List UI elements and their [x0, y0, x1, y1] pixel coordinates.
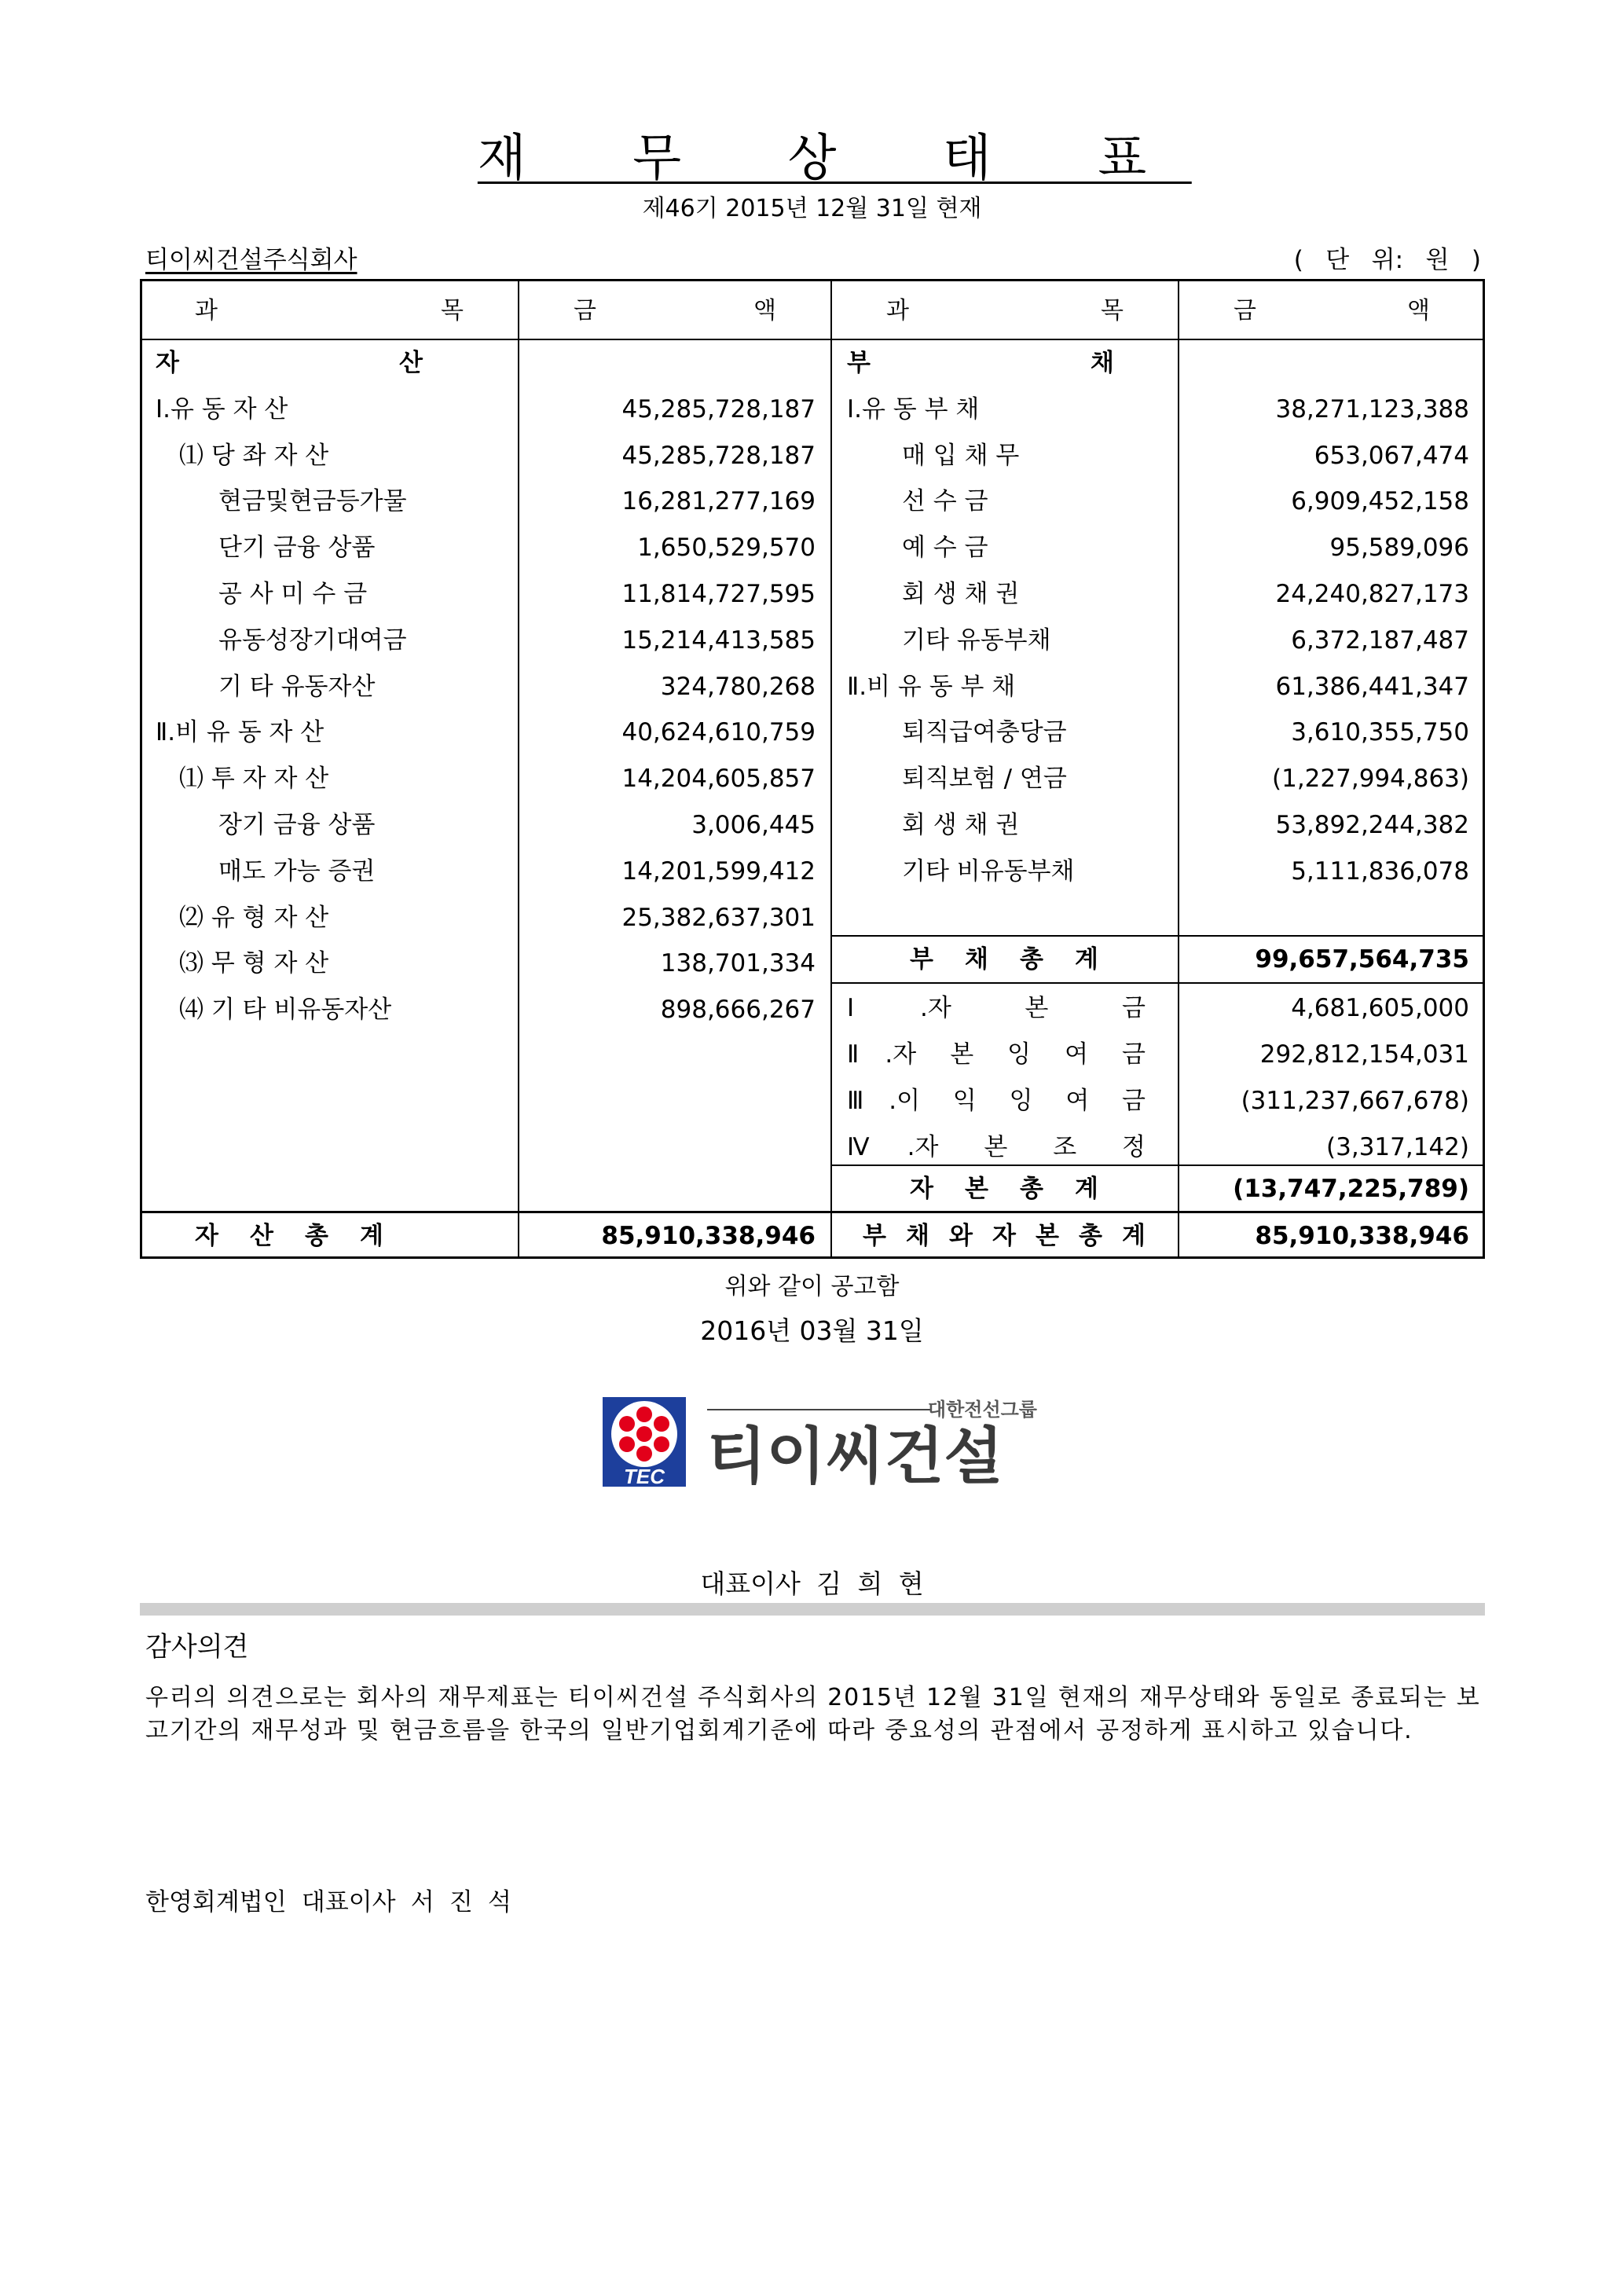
equity-item-value: (311,237,667,678) — [1241, 1086, 1469, 1115]
logo-group-text: 대한전선그룹 — [927, 1399, 1037, 1421]
asset-item-label: 현금및현금등가물 — [218, 487, 407, 516]
company-name: 티이씨건설주식회사 — [145, 246, 357, 274]
asset-item-value: 3,006,445 — [691, 811, 816, 839]
asset-item-label: ⑴ 투 자 자 산 — [179, 765, 329, 794]
asset-item-value: 15,214,413,585 — [621, 625, 816, 655]
liability-item-label: 예 수 금 — [902, 534, 988, 563]
asset-item-label: 장기 금융 상품 — [218, 811, 376, 839]
asset-item-value: 14,201,599,412 — [621, 856, 816, 886]
assets-total-value: 85,910,338,946 — [601, 1222, 816, 1250]
equity-item-value: (3,317,142) — [1326, 1132, 1469, 1161]
assets-total-label: 자 산 총 계 — [195, 1222, 383, 1250]
liab-equity-total-value: 85,910,338,946 — [1255, 1222, 1469, 1250]
liability-item-value: 38,271,123,388 — [1275, 394, 1469, 424]
column-header: 금 액 — [1234, 297, 1430, 325]
asset-item-label: 공 사 미 수 금 — [218, 580, 368, 608]
row-divider — [831, 982, 1485, 984]
liability-item-label: 퇴직급여충당금 — [902, 718, 1067, 747]
column-header: 과 목 — [886, 297, 1124, 325]
asset-item-value: 14,204,605,857 — [621, 765, 816, 794]
liability-item-value: 653,067,474 — [1314, 441, 1469, 470]
equity-item-value: 292,812,154,031 — [1259, 1040, 1469, 1069]
column-header: 과 목 — [195, 297, 464, 325]
liability-item-value — [1179, 340, 1469, 386]
asset-item-value: 40,624,610,759 — [621, 718, 816, 747]
liability-item-value: 95,589,096 — [1329, 534, 1469, 563]
equity-item-value: 4,681,605,000 — [1291, 994, 1469, 1023]
audit-firm: 한영회계법인 대표이사 서 진 석 — [145, 1888, 511, 1916]
logo-name-text: 티이씨건설 — [707, 1421, 1003, 1492]
liability-item-value: (1,227,994,863) — [1272, 765, 1469, 794]
asset-item-label: Ⅱ.비 유 동 자 산 — [156, 718, 324, 747]
asset-item-value: 45,285,728,187 — [621, 394, 816, 424]
asset-item-value: 138,701,334 — [660, 949, 816, 978]
audit-title: 감사의견 — [145, 1631, 249, 1663]
liability-item-label: 회 생 채 권 — [902, 811, 1020, 839]
liability-item-label: 기타 비유동부채 — [902, 856, 1075, 886]
liability-item-value: 3,610,355,750 — [1291, 718, 1469, 747]
equity-item-label: Ⅳ.자 본 조 정 — [847, 1132, 1146, 1161]
liability-item-label: 회 생 채 권 — [902, 580, 1020, 608]
liabilities-total-value: 99,657,564,735 — [1255, 945, 1469, 974]
column-header: 금 액 — [574, 297, 776, 325]
asset-item-label: ⑴ 당 좌 자 산 — [179, 441, 329, 470]
equity-total-value: (13,747,225,789) — [1233, 1175, 1469, 1203]
ceo-name: 대표이사 김 희 현 — [700, 1568, 924, 1599]
asset-item-label: ⑶ 무 형 자 산 — [179, 949, 329, 978]
column-divider — [830, 279, 832, 1259]
asset-item-value: 45,285,728,187 — [621, 441, 816, 470]
liability-item-value: 53,892,244,382 — [1275, 811, 1469, 839]
liability-item-label: 기타 유동부채 — [902, 625, 1051, 655]
asset-item-value: 11,814,727,595 — [621, 580, 816, 608]
announcement: 위와 같이 공고함 — [724, 1273, 900, 1300]
liability-item-value: 6,909,452,158 — [1291, 487, 1469, 516]
asset-item-label: ⑷ 기 타 비유동자산 — [179, 996, 392, 1025]
page-title: 재 무 상 태 표 — [477, 130, 1192, 188]
asset-item-label: 매도 가능 증권 — [218, 856, 376, 886]
liability-item-label: Ⅰ.유 동 부 채 — [847, 394, 980, 424]
section-divider — [140, 1603, 1485, 1616]
liability-item-label: Ⅱ.비 유 동 부 채 — [847, 672, 1016, 701]
liability-item-label: 매 입 채 무 — [902, 441, 1020, 470]
equity-item-label: Ⅱ.자 본 잉 여 금 — [847, 1040, 1146, 1069]
company-logo — [601, 1391, 1057, 1493]
liability-item-label: 퇴직보험 / 연금 — [902, 765, 1067, 794]
liability-item-label: 선 수 금 — [902, 487, 988, 516]
announcement-date: 2016년 03월 31일 — [700, 1315, 924, 1346]
asset-item-label: 유동성장기대여금 — [218, 625, 407, 655]
asset-item-label: 기 타 유동자산 — [218, 672, 376, 701]
liability-item-label: 부 채 — [847, 349, 1114, 377]
liability-item-value: 6,372,187,487 — [1291, 625, 1469, 655]
equity-total-label: 자 본 총 계 — [910, 1175, 1098, 1203]
liability-item-value: 61,386,441,347 — [1275, 672, 1469, 701]
audit-body: 우리의 의견으로는 회사의 재무제표는 티이씨건설 주식회사의 2015년 12월 31일 현재의 재무상태와 동일로 종료되는 보고기간의 재무성과 및 현금흐름을 한국의 일반기업회계기준에 따라 중요성의 관점에서 공정하게 표시하고 있습니다. — [145, 1684, 1481, 1744]
asset-item-label: Ⅰ.유 동 자 산 — [156, 394, 288, 424]
asset-item-value: 898,666,267 — [660, 996, 816, 1025]
asset-item-value: 1,650,529,570 — [637, 534, 816, 563]
asset-item-label: ⑵ 유 형 자 산 — [179, 903, 329, 932]
liability-item-value: 5,111,836,078 — [1291, 856, 1469, 886]
asset-item-value: 324,780,268 — [660, 672, 816, 701]
unit-label: ( 단 위: 원 ) — [1293, 246, 1481, 274]
report-period: 제46기 2015년 12월 31일 현재 — [642, 195, 982, 222]
asset-item-label: 단기 금융 상품 — [218, 534, 376, 563]
asset-item-value: 25,382,637,301 — [621, 903, 816, 932]
liabilities-total-label: 부 채 총 계 — [910, 945, 1098, 974]
liab-equity-total-label: 부 채 와 자 본 총 계 — [863, 1222, 1146, 1250]
liability-item-value: 24,240,827,173 — [1275, 580, 1469, 608]
equity-item-label: Ⅰ.자 본 금 — [847, 994, 1146, 1023]
equity-item-label: Ⅲ.이 익 잉 여 금 — [847, 1086, 1146, 1115]
asset-item-label: 자 산 — [156, 349, 423, 377]
asset-item-value: 16,281,277,169 — [621, 487, 816, 516]
asset-item-value — [519, 340, 816, 386]
logo-mark-text: TEC — [624, 1465, 665, 1488]
